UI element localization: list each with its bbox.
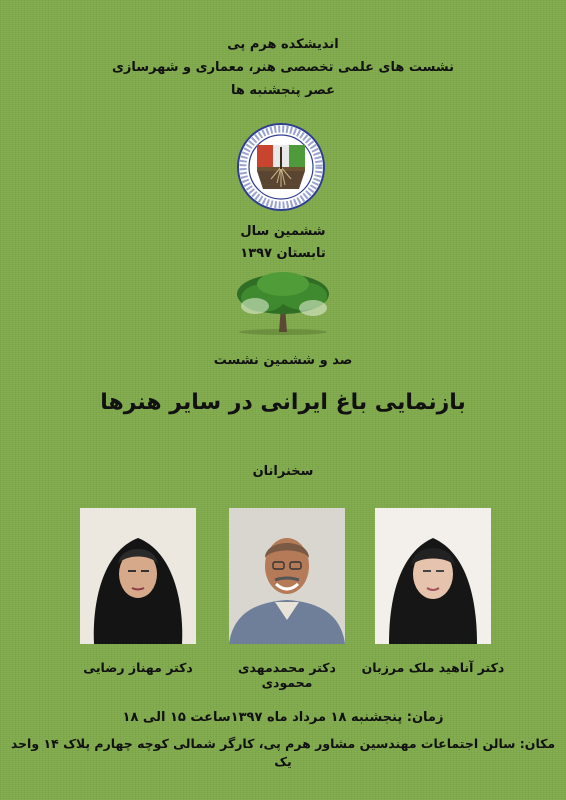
schedule-note: عصر پنجشنبه ها — [230, 83, 335, 98]
harampey-logo-icon — [237, 123, 325, 211]
speaker-1-photo — [375, 508, 491, 644]
tree-icon — [227, 270, 339, 336]
speaker-3-name: دکتر مهناز رضایی — [83, 660, 193, 675]
season-label: تابستان ۱۳۹۷ — [240, 246, 326, 261]
session-label: صد و ششمین نشست — [213, 353, 353, 368]
speakers-heading: سخنرانان — [252, 464, 314, 479]
speaker-2-photo — [229, 508, 345, 644]
speaker-2-name: دکتر محمدمهدی محمودی — [238, 660, 336, 690]
series-title: نشست های علمی تخصصی هنر، معماری و شهرسازی — [112, 60, 454, 75]
speaker-1-name: دکتر آناهید ملک مرزبان — [361, 660, 505, 675]
event-time: زمان: پنجشنبه ۱۸ مرداد ماه ۱۳۹۷ساعت ۱۵ الی ۱۸ — [122, 710, 444, 725]
event-location: مکان: سالن اجتماعات مهندسین مشاور هرم پی، کارگر شمالی کوچه چهارم پلاک ۱۴ واحد یک — [10, 736, 556, 769]
organization-name: اندیشکده هرم پی — [227, 37, 339, 52]
speaker-3-photo — [80, 508, 196, 644]
year-label: ششمین سال — [240, 224, 326, 239]
lecture-title: بازنمایی باغ ایرانی در سایر هنرها — [100, 390, 466, 415]
